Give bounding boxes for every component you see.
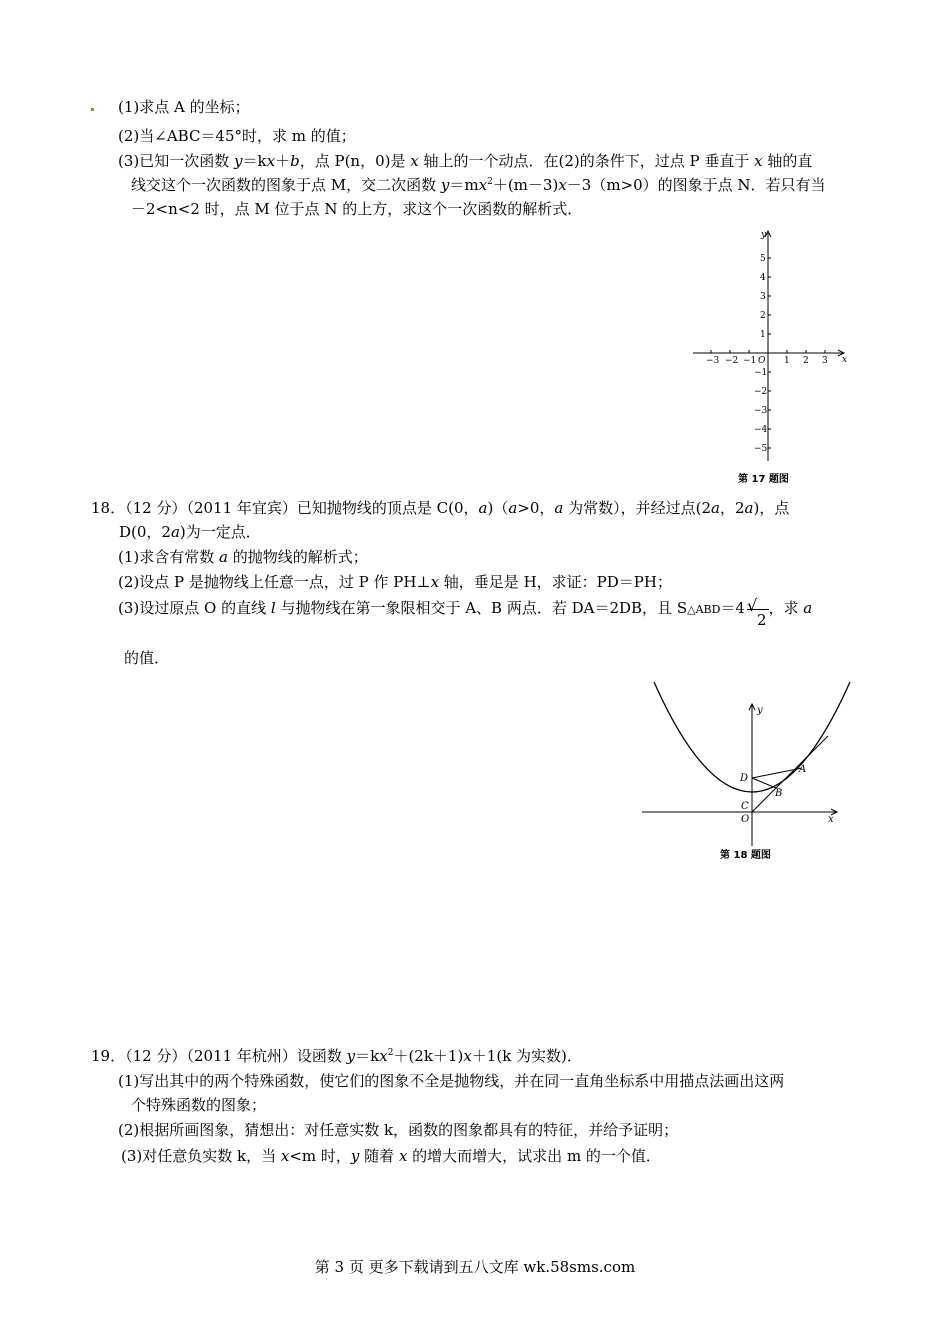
point-A-label: A: [799, 764, 807, 775]
y-tick-label: −2: [754, 387, 768, 397]
q17-part1: (1)求点 A 的坐标；: [118, 98, 250, 116]
page-footer: 第 3 页 更多下载请到五八文库 wk.58sms.com: [314, 1258, 636, 1276]
figure-18-caption: 第 18 题图: [720, 850, 771, 861]
q18-part1: (1)求含有常数 a 的抛物线的解析式；: [118, 548, 368, 566]
q17-part3-line1: (3)已知一次函数 y＝kx＋b，点 P(n，0)是 x 轴上的一个动点．在(2)的条件下，过点 P 垂直于 x 轴的直: [118, 152, 813, 170]
q17-part3-line2: 线交这个一次函数的图象于点 M，交二次函数 $y=mx^2+(m-3)x-3(m>0)$的图象于点 N．若只有当: [131, 176, 826, 194]
q18-heading-line1: 18．（12 分）（2011 年宜宾）已知抛物线的顶点是 C(0，a)（a>0，a 为常数），并经过点(2a，2a)，点: [91, 499, 790, 517]
line-l: [752, 736, 828, 812]
y-axis-label: y: [757, 705, 763, 716]
q19-part1-line1: (1)写出其中的两个特殊函数，使它们的图象不全是抛物线，并在同一直角坐标系中用描点法画出这两: [118, 1072, 785, 1090]
q19-part3: (3)对任意负实数 k，当 x<m 时，y 随着 x 的增大而增大，试求出 m 的一个值．: [121, 1147, 661, 1165]
x-tick-label: −1: [743, 356, 757, 366]
q19-heading: 19．（12 分）（2011 年杭州）设函数 $y=kx^2+(2k+1)x+1(k$ 为实数)．: [91, 1047, 582, 1065]
point-D-label: D: [740, 773, 749, 784]
q17-part2: (2)当∠ABC＝45°时，求 m 的值；: [118, 127, 356, 145]
sqrt-radical: √ 2: [746, 596, 767, 629]
y-tick-label: −1: [754, 368, 768, 378]
segment-DB: [752, 778, 776, 788]
y-tick-label: 1: [760, 330, 766, 340]
x-tick-label: −2: [725, 356, 739, 366]
point-C-label: C: [741, 801, 749, 812]
y-axis-label: y: [761, 230, 767, 240]
y-tick-label: 3: [760, 292, 766, 302]
point-B-label: B: [775, 788, 783, 799]
y-tick-label: 5: [760, 254, 766, 264]
q18-part3: (3)设过原点 O 的直线 l 与抛物线在第一象限相交于 A、B 两点．若 DA＝2DB，且 S△ABD＝4 √ 2，求 a: [118, 596, 813, 629]
q19-part2: (2)根据所画图象，猜想出：对任意实数 k，函数的图象都具有的特征，并给予证明；: [118, 1121, 679, 1139]
segment-DA: [752, 768, 802, 778]
x-tick-label: 2: [803, 356, 809, 366]
y-tick-label: 4: [760, 273, 766, 283]
y-tick-label: −5: [754, 444, 768, 454]
x-axis-label: x: [828, 814, 834, 825]
marker-dot: [91, 108, 94, 111]
q17-part3-line3: －2<n<2 时，点 M 位于点 N 的上方，求这个一次函数的解析式．: [131, 200, 583, 218]
q18-heading-line2: D(0，2a)为一定点．: [119, 523, 261, 541]
y-tick-label: −3: [754, 406, 768, 416]
q19-part1-line2: 个特殊函数的图象；: [131, 1096, 267, 1114]
q18-part3-tail: 的值．: [124, 649, 170, 667]
y-tick-label: 2: [760, 311, 766, 321]
x-tick-label: −3: [706, 356, 720, 366]
figure-17-axes: [688, 225, 858, 487]
x-axis-label: x: [842, 355, 848, 365]
origin-label: O: [741, 814, 750, 825]
y-tick-label: −4: [754, 425, 768, 435]
figure-18-parabola: [636, 676, 856, 866]
q18-part2: (2)设点 P 是抛物线上任意一点，过 P 作 PH⊥x 轴，垂足是 H，求证：PD＝PH；: [118, 573, 672, 591]
origin-label: O: [758, 356, 766, 366]
x-tick-label: 1: [784, 356, 790, 366]
figure-17-caption: 第 17 题图: [738, 474, 789, 485]
x-tick-label: 3: [822, 356, 828, 366]
